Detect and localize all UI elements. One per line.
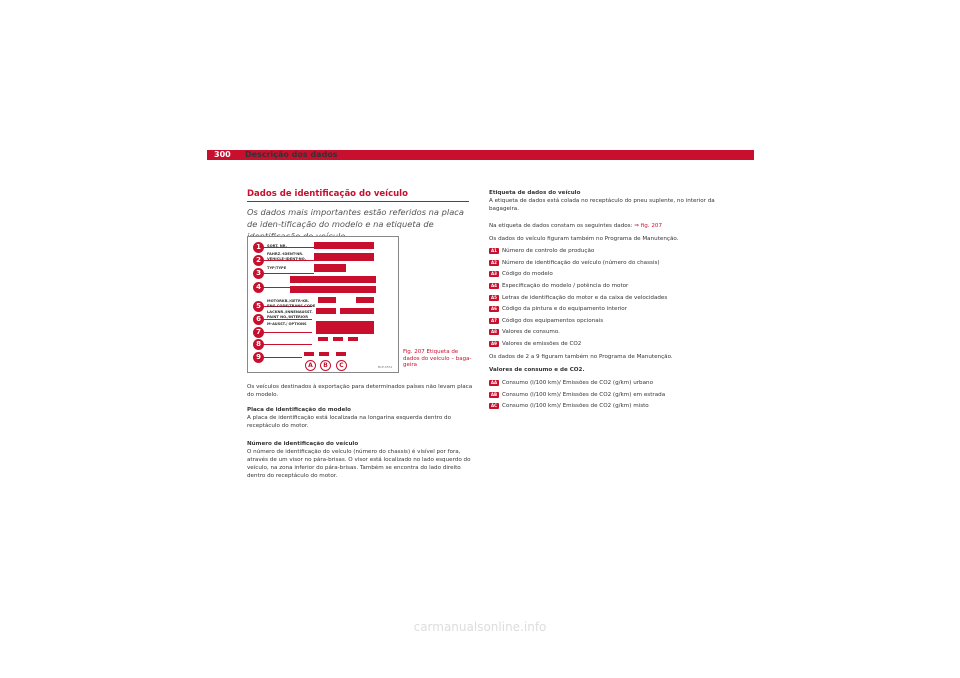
marker-7: 7: [253, 327, 264, 338]
page-header-title: Descrição dos dados: [245, 150, 338, 159]
marker-4: 4: [253, 282, 264, 293]
marker-c: C: [336, 360, 347, 371]
marker-a: A: [305, 360, 316, 371]
item-tag: AA: [490, 380, 498, 385]
marker-6: 6: [253, 314, 264, 325]
figure-reference-link[interactable]: ⇒ fig. 207: [634, 223, 663, 229]
item-text: Letras de identificação do motor e da caixa de velocidades: [502, 295, 668, 301]
right-paragraph-3: Os dados do veículo figuram também no Programa de Manutenção.: [489, 236, 679, 242]
item-tag: A2: [489, 260, 499, 266]
field-box-5a: [318, 297, 336, 303]
list-item: [489, 247, 595, 255]
item-text: Valores de emissões de CO2: [502, 341, 582, 347]
marker-2: 2: [253, 255, 264, 266]
heading-consumption: Valores de consumo e de CO2.: [489, 367, 585, 373]
field-box-4a: [290, 276, 376, 283]
item-text: Especificação do modelo / potência do motor: [502, 283, 629, 289]
list-item: [489, 282, 629, 290]
list-item: [489, 270, 553, 278]
field-box-6a: [316, 308, 336, 314]
item-tag: A8: [489, 329, 499, 335]
label-options: M-AUSST./ OPTIONS: [267, 322, 307, 326]
field-box-9c: [336, 352, 346, 356]
field-box-8b: [333, 337, 343, 341]
heading-vin: Número de identificação do veículo: [247, 441, 359, 447]
leader-line: [264, 357, 302, 358]
item-tag: A6: [489, 306, 499, 312]
field-box-5b: [356, 297, 374, 303]
marker-8: 8: [253, 339, 264, 350]
field-box-8a: [318, 337, 328, 341]
leader-line: [264, 273, 314, 274]
watermark: carmanualsonline.info: [413, 620, 547, 634]
label-type: TYP/TYPE: [267, 266, 287, 270]
item-text: Valores de consumo.: [502, 329, 560, 335]
right-paragraph-1: A etiqueta de dados está colada no receptáculo do pneu suplente, no interior da bagageira.: [489, 198, 715, 212]
list-item: [489, 259, 660, 267]
item-tag: A3: [489, 271, 499, 277]
list-item: [489, 317, 604, 325]
field-box-6b: [340, 308, 374, 314]
item-text: Código do modelo: [502, 271, 553, 277]
heading-data-label: Etiqueta de dados do veículo: [489, 190, 581, 196]
right-paragraph-4: Os dados de 2 a 9 figuram também no Programa de Manutenção.: [489, 354, 673, 360]
marker-1: 1: [253, 242, 264, 253]
item-tag: A9: [489, 341, 499, 347]
item-tag: AC: [490, 403, 498, 408]
field-box-4b: [290, 286, 376, 293]
marker-3: 3: [253, 268, 264, 279]
list-item: [489, 340, 582, 348]
label-vehicle-ident: FAHRZ.-IDENT-NR. VEHICLE-IDENT-NO.: [267, 252, 307, 261]
item-text: Código da pintura e do equipamento interior: [502, 306, 628, 312]
leader-line: [264, 319, 312, 320]
title-rule: [247, 201, 469, 202]
list-item: [489, 294, 668, 302]
item-tag: A5: [489, 295, 499, 301]
item-tag: A1: [489, 248, 499, 254]
left-paragraph-3: O número de identificação do veículo (número do chassis) é visível por fora, através de um visor no pára-brisas. O visor está localizado no lado esquerdo do veículo, na zona inferior do pára-brisas. Também se encontra do lado direito dentro do receptáculo do motor.: [247, 449, 471, 479]
list-item: [489, 391, 666, 399]
field-box-3: [314, 264, 346, 272]
item-tag: AB: [490, 392, 498, 397]
figure-code: B1P-0531: [378, 365, 393, 369]
left-paragraph-2: A placa de identificação está localizada na longarina esquerda dentro do receptáculo do motor.: [247, 415, 452, 429]
item-text: Consumo (l/100 km)/ Emissões de CO2 (g/km) misto: [502, 403, 649, 409]
figure-caption: Fig. 207 Etiqueta de dados do veículo – baga-geira: [403, 349, 472, 368]
field-box-1: [314, 242, 374, 249]
vehicle-data-label-figure: [247, 236, 399, 373]
heading-model-plate: Placa de identificação do modelo: [247, 407, 352, 413]
list-item: [489, 379, 653, 387]
item-text: Consumo (l/100 km)/ Emissões de CO2 (g/km) em estrada: [502, 392, 666, 398]
field-box-2: [314, 253, 374, 261]
list-item: [489, 305, 628, 313]
item-tag: A4: [489, 283, 499, 289]
field-box-8c: [348, 337, 358, 341]
leader-line: [264, 332, 312, 333]
right-paragraph-2: [489, 222, 715, 230]
item-text: Consumo (l/100 km)/ Emissões de CO2 (g/km) urbano: [502, 380, 653, 386]
label-sort-nr: SORT. NR.: [267, 244, 287, 248]
item-text: Número de identificação do veículo (número do chassis): [502, 260, 660, 266]
label-engine-code: MOTORKB./GETR-KB. ENG.CODE/TRANS.CODE: [267, 299, 316, 308]
paragraph-text: Na etiqueta de dados constam os seguintes dados:: [489, 223, 633, 229]
label-paint-no: LACKNR./INNENAUSST. PAINT NO./INTERIOR: [267, 310, 313, 319]
list-item: [489, 402, 649, 410]
list-item: [489, 328, 560, 336]
item-tag: A7: [489, 318, 499, 324]
leader-line: [264, 344, 312, 345]
left-paragraph-1: Os veículos destinados à exportação para determinados países não levam placa do modelo.: [247, 384, 473, 398]
item-text: Código dos equipamentos opcionais: [502, 318, 604, 324]
marker-5: 5: [253, 301, 264, 312]
section-intro: Os dados mais importantes estão referidos na placa de iden-tificação do modelo e na etiqueta de: [247, 207, 464, 229]
field-box-9b: [319, 352, 329, 356]
field-box-9a: [304, 352, 314, 356]
field-box-7: [316, 321, 374, 334]
section-title: Dados de identificação do veículo: [247, 189, 408, 199]
marker-b: B: [320, 360, 331, 371]
item-text: Número de controlo de produção: [502, 248, 595, 254]
marker-9: 9: [253, 352, 264, 363]
page-number: 300: [214, 150, 231, 159]
